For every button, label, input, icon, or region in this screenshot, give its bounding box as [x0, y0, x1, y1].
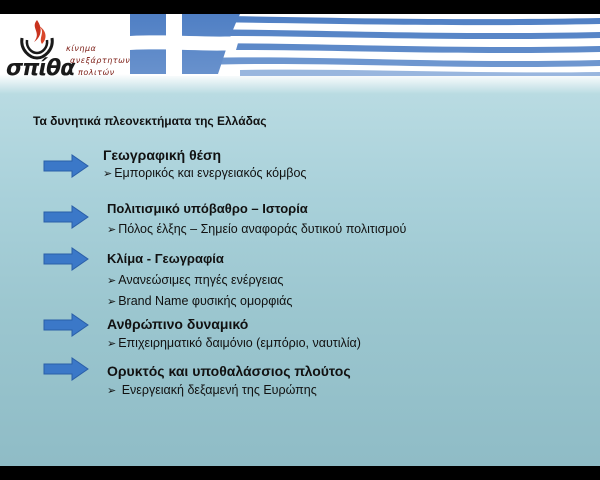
bullet-text: Επιχειρηματικό δαιμόνιο (εμπόριο, ναυτιλία) [118, 336, 361, 350]
bullet-mark-icon: ➢ [103, 168, 113, 180]
bullet-item [107, 273, 283, 287]
right-arrow-icon [43, 357, 89, 381]
right-arrow-icon [43, 205, 89, 229]
section-heading-geographic-position: Γεωγραφική θέση [103, 147, 222, 163]
bullet-item [107, 336, 361, 350]
bullet-item [107, 294, 292, 308]
bullet-text: Πόλος έλξης – Σημείο αναφοράς δυτικού πολιτισμού [118, 222, 407, 236]
right-arrow-icon [43, 154, 89, 178]
section-heading-human-resources: Ανθρώπινο δυναμικό [107, 316, 249, 332]
section-heading-climate-geography: Κλίμα - Γεωγραφία [107, 251, 224, 266]
bullet-mark-icon: ➢ [107, 385, 117, 397]
logo-tagline-3: πολιτών [78, 68, 115, 77]
logo-tagline-2: ανεξάρτητων [70, 56, 131, 65]
bullet-item [107, 222, 406, 236]
bullet-text: Ενεργειακή δεξαμενή της Ευρώπης [118, 383, 317, 397]
greek-flag-banner [130, 14, 600, 76]
bullet-item [107, 383, 317, 397]
section-heading-mineral-wealth: Ορυκτός και υποθαλάσσιος πλούτος [107, 363, 351, 379]
bullet-mark-icon: ➢ [107, 296, 117, 308]
slide-title: Τα δυνητικά πλεονεκτήματα της Ελλάδας [33, 114, 267, 128]
slide [0, 14, 600, 466]
right-arrow-icon [43, 313, 89, 337]
bullet-mark-icon: ➢ [107, 338, 117, 350]
flame-logo-icon [16, 16, 58, 60]
bullet-item [103, 166, 306, 180]
bullet-mark-icon: ➢ [107, 224, 117, 236]
bullet-text: Ανανεώσιμες πηγές ενέργειας [118, 273, 284, 287]
bullet-text: Brand Name φυσικής ομορφιάς [118, 294, 293, 308]
bullet-text: Εμπορικός και ενεργειακός κόμβος [114, 166, 307, 180]
right-arrow-icon [43, 247, 89, 271]
bullet-mark-icon: ➢ [107, 275, 117, 287]
spitha-logo [6, 14, 141, 82]
section-heading-cultural-background: Πολιτισμικό υπόβαθρο – Ιστορία [107, 201, 308, 216]
logo-wordmark: σπίθα [6, 56, 75, 81]
logo-tagline-1: κίνημα [66, 44, 97, 53]
